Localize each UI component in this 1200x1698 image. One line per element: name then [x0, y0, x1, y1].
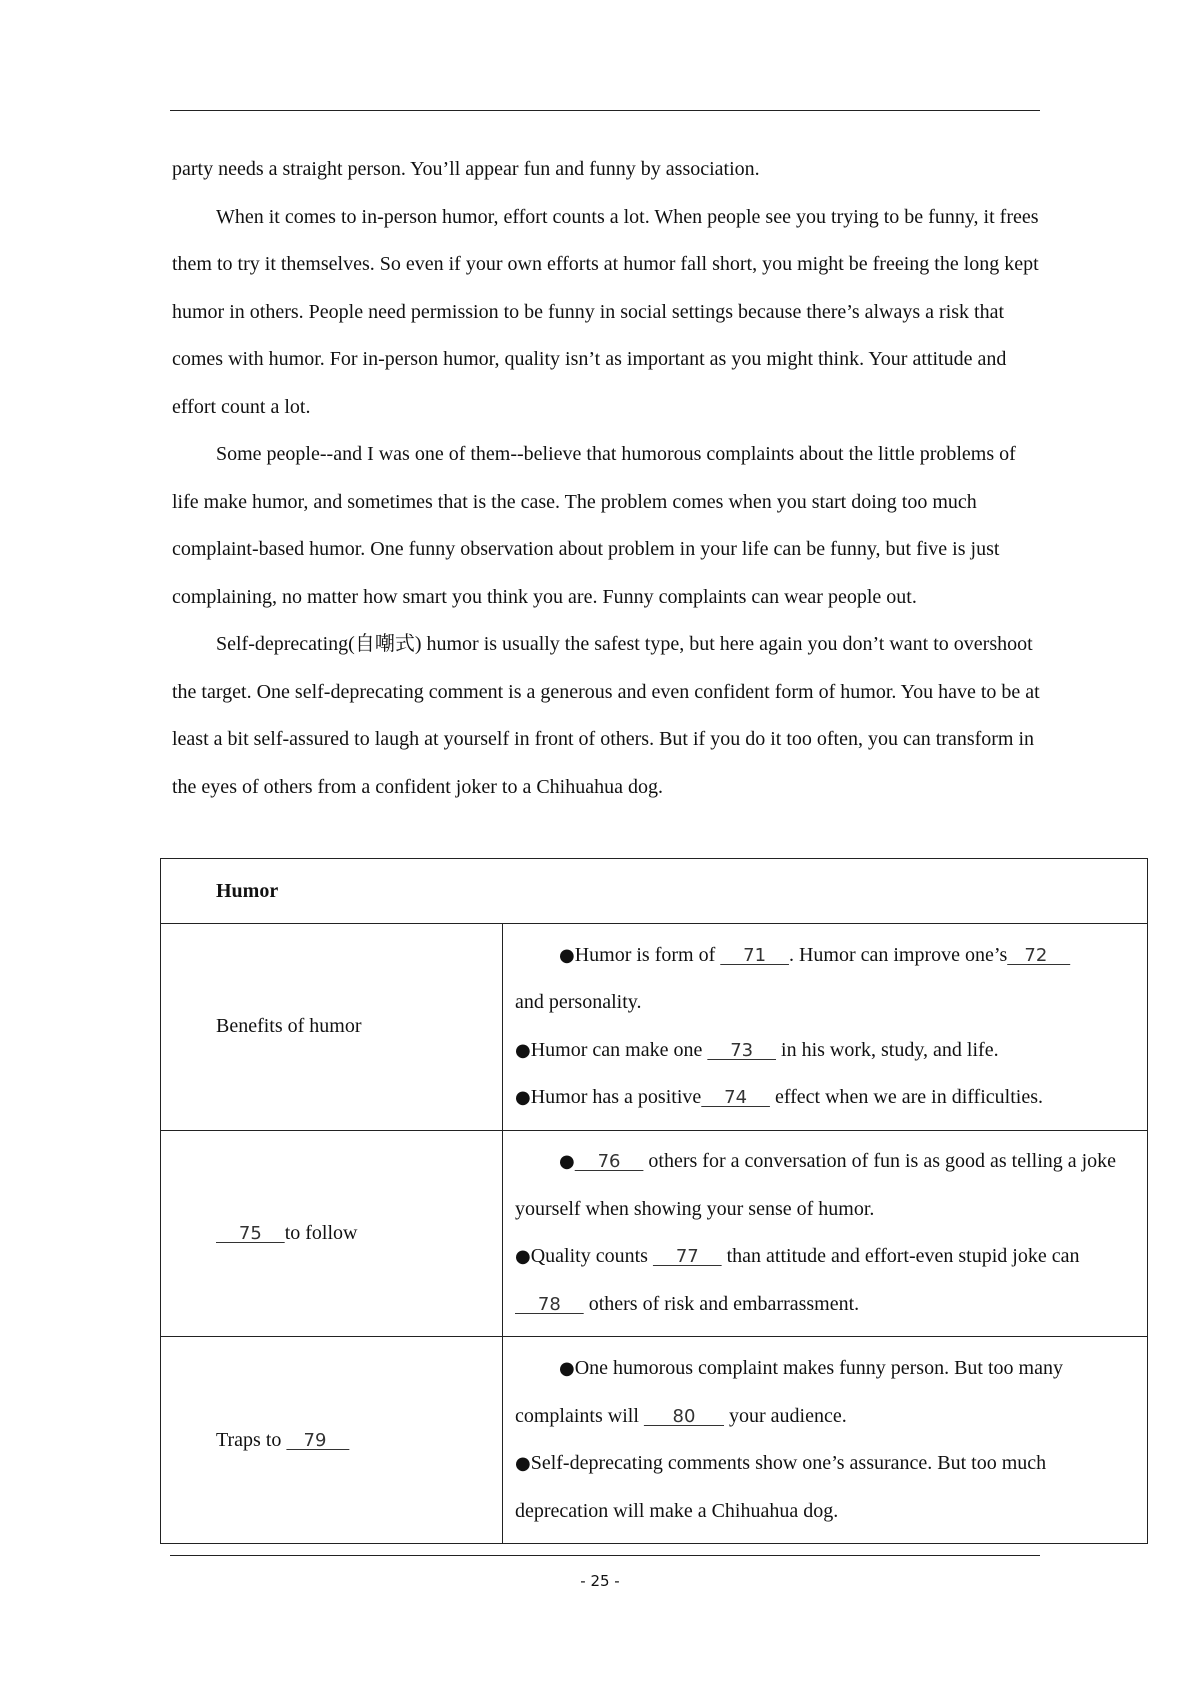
- bullet-line: [515, 932, 1139, 980]
- blank-78: 78: [515, 1293, 584, 1315]
- blank-72: 72: [1007, 944, 1071, 966]
- table-row-traps: [161, 1337, 1148, 1544]
- row-label-text: Traps to: [216, 1428, 287, 1451]
- row-label-follow: [161, 1130, 503, 1337]
- line-text: One humorous complaint makes funny person. But too many complaints will: [515, 1357, 1063, 1427]
- blank-76: 76: [574, 1151, 644, 1173]
- blank-80: 80: [643, 1405, 725, 1427]
- passage-paragraph: Some people--and I was one of them--believe that humorous complaints about the little problems of life make humor, and sometimes that is the case. The problem comes when you start doing too much complaint-based humor. One funny observation about problem in your life can be funny, but five is just complaining, no matter how smart you think you are. Funny complaints can wear people out.: [172, 443, 1016, 608]
- bullet-icon: ●: [515, 1453, 531, 1475]
- bullet-line: [515, 1440, 1139, 1535]
- row-label-text: to follow: [284, 1221, 358, 1244]
- bullet-icon: ●: [559, 1151, 575, 1173]
- bullet-line: [515, 1027, 1139, 1075]
- line-text: effect when we are in difficulties.: [769, 1086, 1043, 1109]
- line-text: others for a conversation of fun is as good as telling a joke yourself when showing your sense of humor.: [515, 1150, 1117, 1220]
- bullet-icon: ●: [515, 1087, 531, 1109]
- line-text: Humor can make one: [530, 1038, 708, 1061]
- footer-rule: [170, 1555, 1040, 1556]
- line-text: Humor has a positive: [530, 1086, 702, 1109]
- page-number: - 25 -: [580, 1572, 620, 1590]
- bullet-icon: ●: [559, 944, 575, 966]
- bullet-icon: ●: [515, 1246, 531, 1268]
- row-content-traps: [503, 1337, 1148, 1544]
- bullet-line: [515, 1345, 1139, 1440]
- line-text: Self-deprecating comments show one’s assurance. But too much deprecation will make a Chihuahua dog.: [515, 1452, 1047, 1522]
- row-label-traps: [161, 1337, 503, 1544]
- line-text: in his work, study, and life.: [776, 1038, 999, 1061]
- line-text: Quality counts: [530, 1245, 653, 1268]
- line-text: Humor is form of: [574, 943, 721, 966]
- bullet-icon: ●: [559, 1358, 575, 1380]
- table-header-row: [161, 859, 1148, 924]
- row-content-follow: [503, 1130, 1148, 1337]
- blank-77: 77: [652, 1246, 722, 1268]
- bullet-line: [515, 1233, 1139, 1328]
- blank-71: 71: [720, 944, 789, 966]
- passage-paragraph: When it comes to in-person humor, effort counts a lot. When people see you trying to be funny, it frees them to try it themselves. So even if your own efforts at humor fall short, you might be freeing the long kept humor in others. People need permission to be funny in social settings because there’s always a risk that comes with humor. For in-person humor, quality isn’t as important as you might think. Your attitude and effort count a lot.: [172, 205, 1039, 418]
- table-row-benefits: [161, 924, 1148, 1131]
- blank-73: 73: [707, 1039, 777, 1061]
- bullet-line: [515, 1138, 1139, 1233]
- line-text: others of risk and embarrassment.: [583, 1292, 860, 1315]
- header-rule: [170, 110, 1040, 111]
- passage-paragraph: Self-deprecating(自嘲式) humor is usually the safest type, but here again you don’t want to overshoot the target. One self-deprecating comment is a generous and even confident form of humor. You have to be at least a bit self-assured to laugh at yourself in front of others. But if you do it too often, you can transform in the eyes of others from a confident joker to a Chihuahua dog.: [172, 633, 1040, 798]
- blank-74: 74: [701, 1087, 770, 1109]
- table-header: Humor: [161, 859, 1148, 924]
- passage: [172, 146, 1042, 811]
- passage-paragraph: party needs a straight person. You’ll appear fun and funny by association.: [172, 158, 760, 180]
- table-row-follow: [161, 1130, 1148, 1337]
- line-text: your audience.: [724, 1404, 847, 1427]
- continuation-line: and personality.: [515, 991, 642, 1014]
- row-content-benefits: [503, 924, 1148, 1131]
- bullet-line: [515, 1074, 1139, 1122]
- bullet-icon: ●: [515, 1039, 531, 1061]
- humor-summary-table: [160, 858, 1148, 1544]
- row-label-benefits: Benefits of humor: [161, 924, 503, 1131]
- blank-79: 79: [286, 1429, 350, 1451]
- line-text: than attitude and effort-even stupid joke can: [721, 1245, 1080, 1268]
- line-text: . Humor can improve one’s: [788, 943, 1008, 966]
- blank-75: 75: [216, 1222, 285, 1244]
